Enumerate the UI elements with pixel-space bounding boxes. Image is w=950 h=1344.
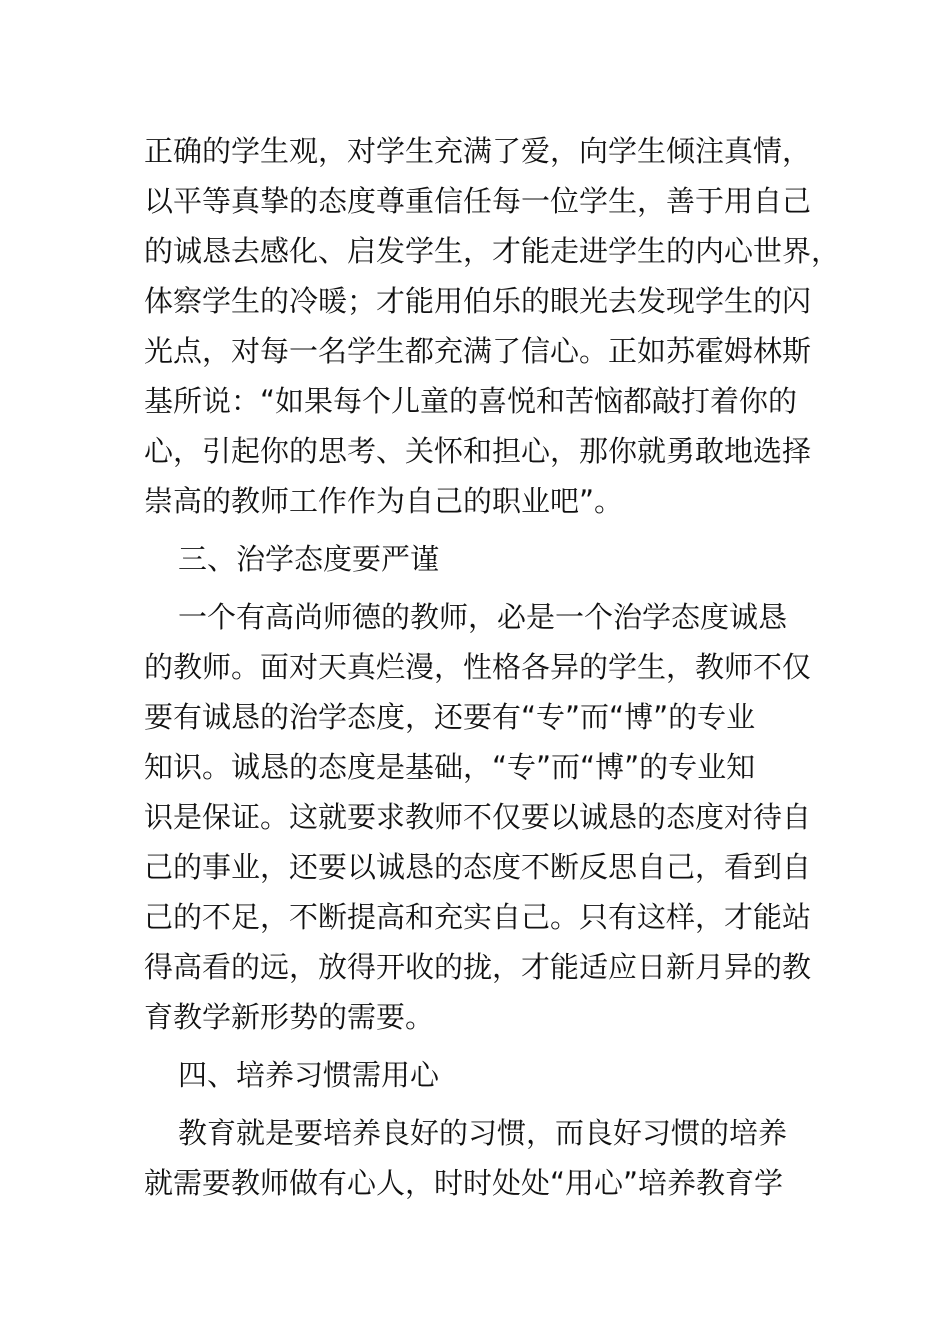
text-line: 以平等真挚的态度尊重信任每一位学生，善于用自己 [144,184,812,218]
section-heading [144,1050,824,1100]
text-line: 己的事业，还要以诚恳的态度不断反思自己，看到自 [144,850,812,884]
section-heading [144,534,824,584]
text-line: 得高看的远，放得开收的拢，才能适应日新月异的教 [144,950,812,984]
text-line: 知识。诚恳的态度是基础，“专”而“博”的专业知 [144,750,756,784]
text-line: 的诚恳去感化、启发学生，才能走进学生的内心世界， [144,234,841,268]
text-line: 体察学生的冷暖；才能用伯乐的眼光去发现学生的闪 [144,284,812,318]
paragraph-gap [144,1042,824,1050]
text-line: 教育就是要培养良好的习惯，而良好习惯的培养 [178,1116,788,1150]
text-line: 心，引起你的思考、关怀和担心，那你就勇敢地选择 [144,434,812,468]
text-line: 基所说：“如果每个儿童的喜悦和苦恼都敲打着你的 [144,384,798,418]
text-line: 光点，对每一名学生都充满了信心。正如苏霍姆林斯 [144,334,812,368]
paragraph-gap [144,526,824,534]
paragraph-gap [144,584,824,592]
text-line: 就需要教师做有心人，时时处处“用心”培养教育学 [144,1166,784,1200]
paragraph-gap [144,1100,824,1108]
text-line: 要有诚恳的治学态度，还要有“专”而“博”的专业 [144,700,756,734]
text-line: 的教师。面对天真烂漫，性格各异的学生，教师不仅 [144,650,812,684]
paragraph [144,592,824,1042]
text-line: 正确的学生观，对学生充满了爱，向学生倾注真情， [144,134,812,168]
text-line: 崇高的教师工作作为自己的职业吧”。 [144,484,624,518]
paragraph [144,126,841,526]
text-line: 育教学新形势的需要。 [144,1000,435,1034]
document-body [144,126,841,1208]
text-line: 四、培养习惯需用心 [178,1058,440,1092]
text-line: 己的不足，不断提高和充实自己。只有这样，才能站 [144,900,812,934]
text-line: 一个有高尚师德的教师，必是一个治学态度诚恳 [178,600,788,634]
text-line: 三、治学态度要严谨 [178,542,440,576]
paragraph [144,1108,824,1208]
text-line: 识是保证。这就要求教师不仅要以诚恳的态度对待自 [144,800,812,834]
